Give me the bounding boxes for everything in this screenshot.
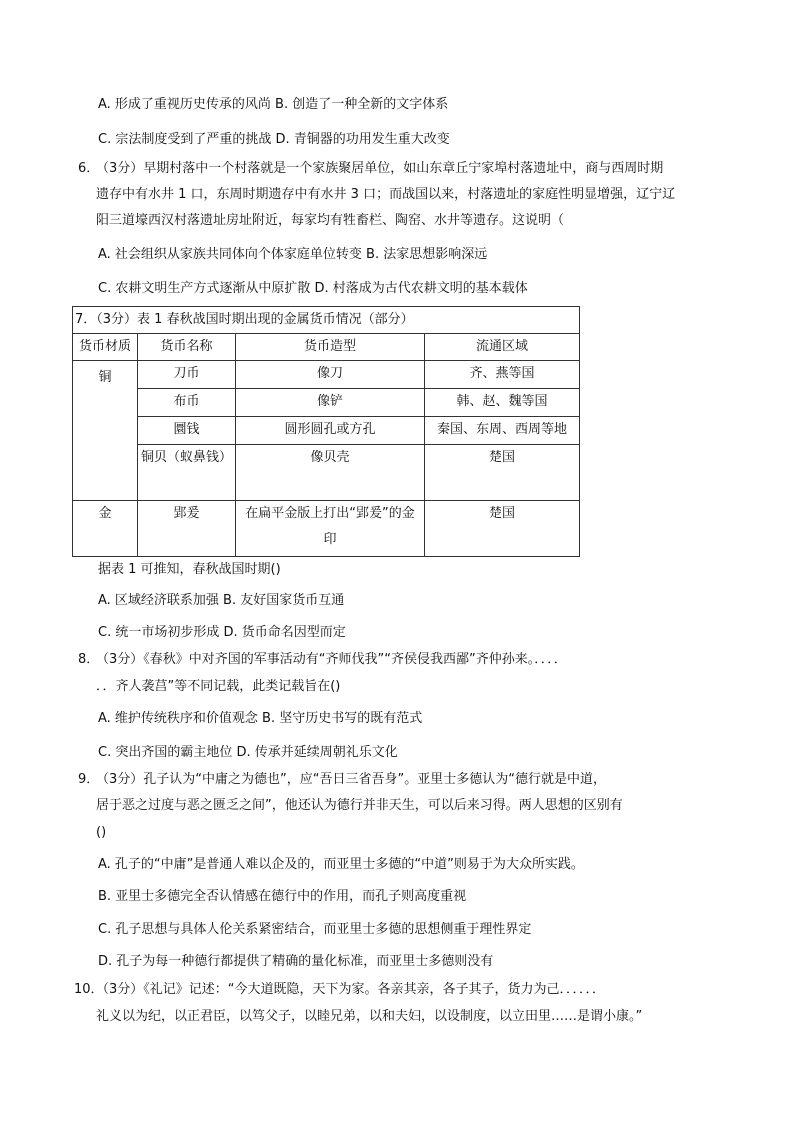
table-row xyxy=(73,417,580,445)
q7-options-cd: C. 统一市场初步形成 D. 货币命名因型而定 xyxy=(98,625,346,640)
q8-stem-line-1: （3分）《春秋》中对齐国的军事活动有“齐师伐我”“齐侯侵我西鄙”齐仲孙来。．．．． xyxy=(96,652,567,667)
q8-options-cd: C. 突出齐国的霸主地位 D. 传承并延续周朝礼乐文化 xyxy=(98,745,398,760)
table-row xyxy=(73,501,580,557)
currency-name: 刀币 xyxy=(138,361,236,389)
q9-option-c: C. 孔子思想与具体人伦关系紧密结合，而亚里士多德的思想侧重于理性界定 xyxy=(98,922,532,937)
currency-region: 楚国 xyxy=(425,501,580,557)
currency-table xyxy=(72,306,580,557)
table-header-row xyxy=(73,334,580,361)
header-name: 货币名称 xyxy=(138,334,236,361)
q5-options-cd: C. 宗法制度受到了严重的挑战 D. 青铜器的功用发生重大改变 xyxy=(98,132,450,147)
header-region: 流通区域 xyxy=(425,334,580,361)
q9-stem-line-1: （3分）孔子认为“中庸之为德也”，应“吾日三省吾身”。亚里士多德认为“德行就是中道， xyxy=(96,772,606,787)
q7-question: 据表 1 可推知，春秋战国时期() xyxy=(98,562,281,577)
currency-shape: 像刀 xyxy=(236,361,425,389)
material-copper: 铜 xyxy=(73,361,138,501)
currency-name: 圜钱 xyxy=(138,417,236,445)
table-title: 7．（3分）表 1 春秋战国时期出现的金属货币情况（部分） xyxy=(73,307,580,334)
q6-number: 6． xyxy=(78,161,100,176)
table-row xyxy=(73,361,580,389)
q9-number: 9． xyxy=(78,772,100,787)
q10-number: 10． xyxy=(74,982,104,997)
table-row xyxy=(73,389,580,417)
currency-shape: 圆形圆孔或方孔 xyxy=(236,417,425,445)
q6-options-ab: A. 社会组织从家族共同体向个体家庭单位转变 B. 法家思想影响深远 xyxy=(98,247,488,262)
currency-shape: 像贝壳 xyxy=(236,445,425,501)
currency-region: 楚国 xyxy=(425,445,580,501)
currency-region: 齐、燕等国 xyxy=(425,361,580,389)
q6-stem-line-1: （3分）早期村落中一个村落就是一个家族聚居单位，如山东章丘宁家埠村落遗址中，商与西周时期 xyxy=(96,161,664,176)
q8-stem-line-2: ．．齐人袭莒”等不同记载，此类记载旨在() xyxy=(96,679,341,694)
table-title-row xyxy=(73,307,580,334)
material-gold: 金 xyxy=(73,501,138,557)
q7-options-ab: A. 区域经济联系加强 B. 友好国家货币互通 xyxy=(98,593,345,608)
q10-stem-line-1: （3分）《礼记》记述：“今大道既隐，天下为家。各亲其亲，各子其子，货力为己．．．．．． xyxy=(96,982,606,997)
q10-stem-line-2: 礼义以为纪，以正君臣，以笃父子，以睦兄弟，以和夫妇，以设制度，以立田里……是谓小康。” xyxy=(96,1009,643,1024)
q8-options-ab: A. 维护传统秩序和价值观念 B. 坚守历史书写的既有范式 xyxy=(98,711,423,726)
q8-number: 8． xyxy=(78,652,100,667)
q9-stem-line-2: 居于恶之过度与恶之匮乏之间”，他还认为德行并非天生，可以后来习得。两人思想的区别有 xyxy=(96,798,623,813)
currency-name: 布币 xyxy=(138,389,236,417)
q9-option-a: A. 孔子的“中庸”是普通人难以企及的，而亚里士多德的“中道”则易于为大众所实践。 xyxy=(98,857,584,872)
currency-shape: 像铲 xyxy=(236,389,425,417)
currency-region: 秦国、东周、西周等地 xyxy=(425,417,580,445)
q9-option-d: D. 孔子为每一种德行都提供了精确的量化标准，而亚里士多德则没有 xyxy=(98,954,494,969)
currency-name: 郢爰 xyxy=(138,501,236,557)
q5-options-ab: A. 形成了重视历史传承的风尚 B. 创造了一种全新的文字体系 xyxy=(98,97,449,112)
q6-stem-line-3: 阳三道壕西汉村落遗址房址附近，每家均有牲畜栏、陶窑、水井等遗存。这说明（ xyxy=(96,213,565,228)
header-material: 货币材质 xyxy=(73,334,138,361)
q9-stem-line-3: () xyxy=(96,825,107,840)
q6-options-cd: C. 农耕文明生产方式逐渐从中原扩散 D. 村落成为古代农耕文明的基本载体 xyxy=(98,281,528,296)
q9-option-b: B. 亚里士多德完全否认情感在德行中的作用，而孔子则高度重视 xyxy=(98,889,467,904)
currency-name: 铜贝（蚁鼻钱） xyxy=(138,445,236,501)
table-row xyxy=(73,445,580,501)
q6-stem-line-2: 遗存中有水井 1 口，东周时期遗存中有水井 3 口；而战国以来，村落遗址的家庭性明显增强，辽宁辽 xyxy=(96,187,676,202)
currency-shape: 在扁平金版上打出“郢爰”的金印 xyxy=(236,501,425,557)
currency-region: 韩、赵、魏等国 xyxy=(425,389,580,417)
header-shape: 货币造型 xyxy=(236,334,425,361)
